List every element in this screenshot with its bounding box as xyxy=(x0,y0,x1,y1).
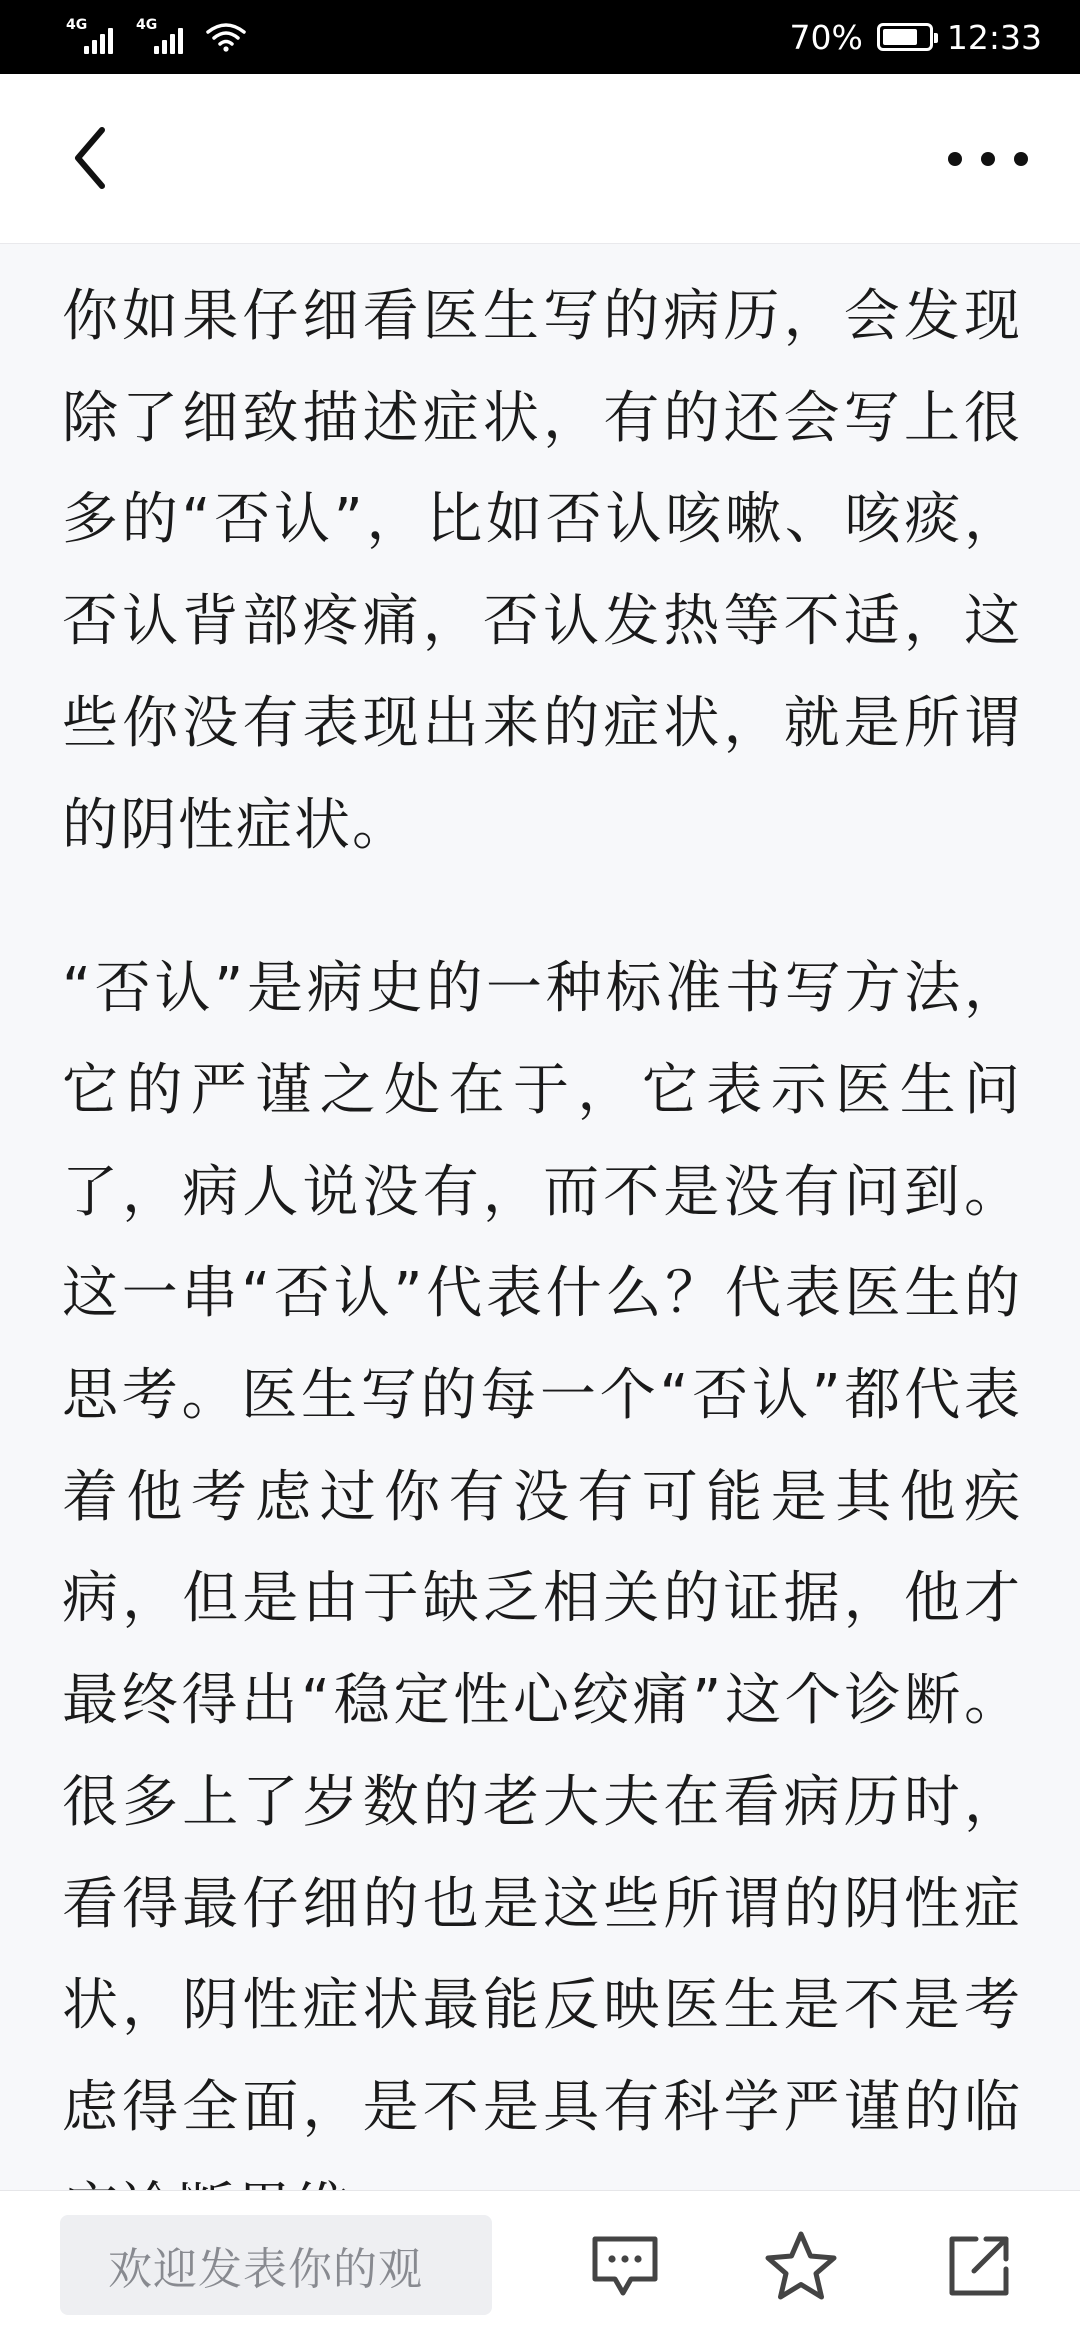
article-body xyxy=(62,244,1022,2190)
wifi-icon xyxy=(206,22,246,52)
network-type-1: 4G xyxy=(66,17,88,33)
share-button[interactable] xyxy=(934,2221,1024,2311)
back-button[interactable] xyxy=(60,118,120,198)
comment-input[interactable]: 欢迎发表你的观 xyxy=(60,2215,492,2315)
more-options-button[interactable] xyxy=(948,134,1028,184)
signal-1-icon xyxy=(66,17,116,54)
clock: 12:33 xyxy=(946,17,1042,57)
status-left xyxy=(66,17,246,54)
share-icon xyxy=(946,2233,1012,2299)
top-nav-bar xyxy=(0,74,1080,244)
more-horizontal-icon xyxy=(948,152,962,166)
comment-icon xyxy=(589,2233,661,2299)
comment-button[interactable] xyxy=(580,2221,670,2311)
chevron-left-icon xyxy=(70,126,110,190)
battery-icon xyxy=(877,23,933,51)
paragraph-1: 你如果仔细看医生写的病历，会发现除了细致描述症状，有的还会写上很多的“否认”，比如否认咳嗽、咳痰，否认背部疼痛，否认发热等不适，这些你没有表现出来的症状，就是所谓的阴性症状。 xyxy=(62,284,1022,858)
battery-percent: 70% xyxy=(789,17,863,57)
paragraph-2: “否认”是病史的一种标准书写方法，它的严谨之处在于，它表示医生问了，病人说没有，而不是没有问到。这一串“否认”代表什么？代表医生的思考。医生写的每一个“否认”都代表着他考虑过你有没有可能是其他疾病，但是由于缺乏相关的证据，他才最终得出“稳定性心绞痛”这个诊断。很多上了岁数的老大夫在看病历时，看得最仔细的也是这些所谓的阴性症状，阴性症状最能反映医生是不是考虑得全面，是不是具有科学严谨的临 xyxy=(62,956,1022,2140)
status-right xyxy=(790,18,1042,57)
favorite-button[interactable] xyxy=(756,2221,846,2311)
network-type-2: 4G xyxy=(136,17,158,33)
bottom-action-bar xyxy=(0,2190,1080,2340)
signal-2-icon xyxy=(136,17,186,54)
star-icon xyxy=(763,2230,839,2302)
status-bar xyxy=(0,0,1080,74)
